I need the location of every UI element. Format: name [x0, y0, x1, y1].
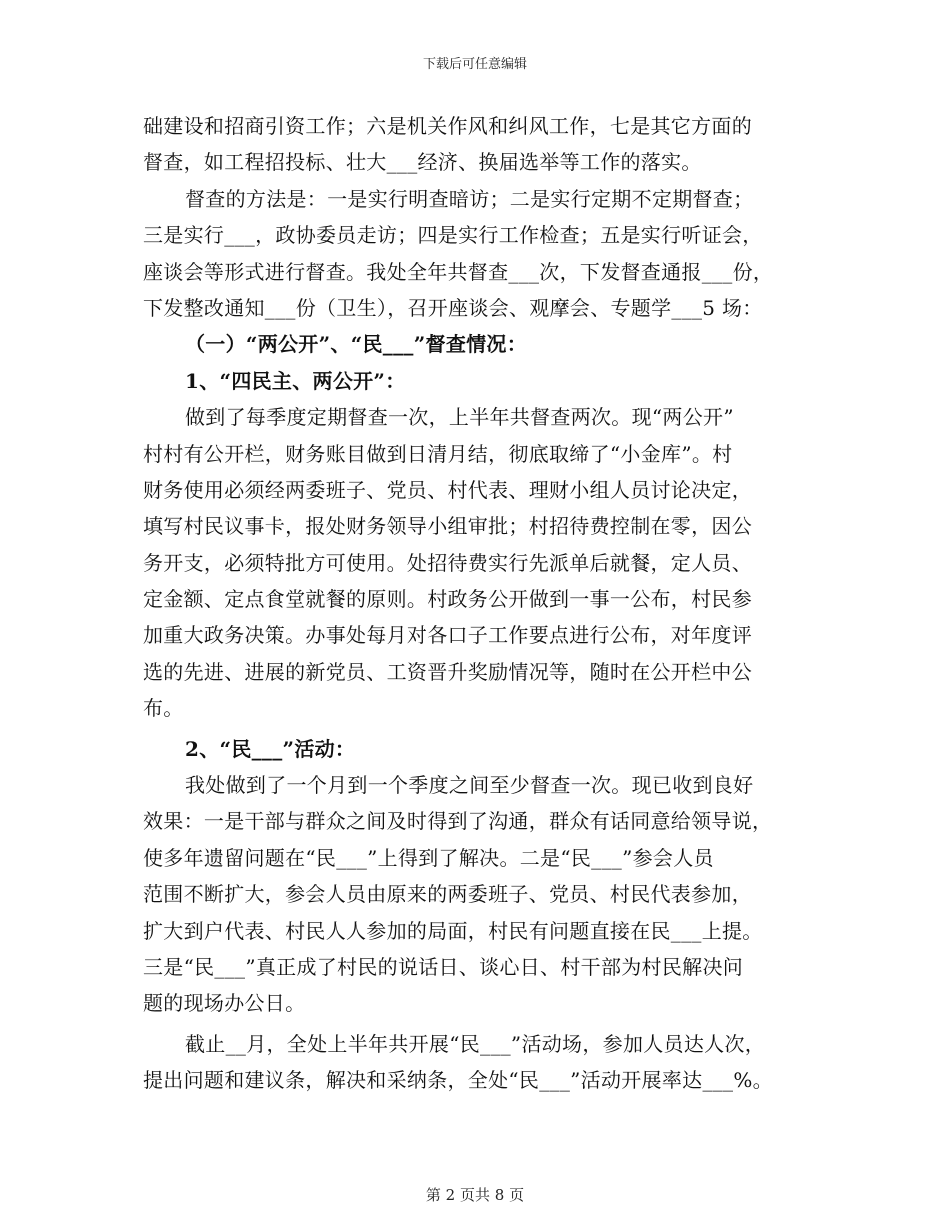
text-line: 截止__月，全处上半年共开展“民___”活动场，参加人员达人次， [185, 1031, 766, 1056]
text-line: 下发整改通知___份（卫生），召开座谈会、观摩会、专题学___5 场： [143, 295, 763, 320]
page-header: 下载后可任意编辑 [422, 57, 527, 72]
text-line: 我处做到了一个月到一个季度之间至少督查一次。现已收到良好 [185, 773, 754, 798]
text-line: 2、“民___”活动： [185, 736, 356, 761]
document-body [143, 108, 813, 1099]
text-line: 督查，如工程招投标、壮大___经济、换届选举等工作的落实。 [143, 150, 702, 175]
text-line: 布。 [143, 696, 184, 721]
text-line: 使多年遗留问题在“民___”上得到了解决。二是“民___”参会人员 [143, 845, 714, 870]
text-line: 选的先进、进展的新党员、工资晋升奖励情况等，随时在公开栏中公 [143, 659, 752, 684]
text-line: 做到了每季度定期督查一次，上半年共督查两次。现“两公开” [185, 405, 734, 430]
text-line: 三是实行___，政协委员走访；四是实行工作检查；五是实行听证会， [143, 223, 763, 248]
text-line: 座谈会等形式进行督查。我处全年共督查___次，下发督查通报___份， [143, 259, 774, 284]
text-line: 定金额、定点食堂就餐的原则。村政务公开做到一事一公布，村民参 [143, 587, 752, 612]
text-line: 1、“四民主、两公开”： [185, 368, 406, 393]
text-line: 村村有公开栏，财务账目做到日清月结，彻底取缔了“小金库”。村 [143, 441, 733, 466]
text-line: 础建设和招商引资工作；六是机关作风和纠风工作，七是其它方面的 [143, 114, 752, 138]
text-line: 效果：一是干部与群众之间及时得到了沟通，群众有话同意给领导说， [143, 809, 773, 834]
text-line: 三是“民___”真正成了村民的说话日、谈心日、村干部为村民解决问 [143, 954, 744, 979]
text-line: 加重大政务决策。办事处每月对各口子工作要点进行公布，对年度评 [143, 623, 752, 648]
text-line: 财务使用必须经两委班子、党员、村代表、理财小组人员讨论决定， [143, 477, 752, 502]
text-line: 务开支，必须特批方可使用。处招待费实行先派单后就餐，定人员、 [143, 550, 752, 575]
text-line: 范围不断扩大，参会人员由原来的两委班子、党员、村民代表参加， [143, 882, 752, 907]
text-line: （一）“两公开”、“民___”督查情况： [185, 332, 528, 357]
text-line: 填写村民议事卡，报处财务领导小组审批；村招待费控制在零，因公 [143, 514, 752, 539]
text-line: 督查的方法是：一是实行明查暗访；二是实行定期不定期督查； [185, 186, 754, 211]
text-line: 扩大到户代表、村民人人参加的局面，村民有问题直接在民___上提。 [143, 918, 763, 943]
text-line: 提出问题和建议条，解决和采纳条，全处“民___”活动开展率达___%。 [143, 1068, 773, 1093]
text-line: 题的现场办公日。 [143, 991, 306, 1016]
page-footer: 第 2 页共 8 页 [425, 1186, 525, 1204]
